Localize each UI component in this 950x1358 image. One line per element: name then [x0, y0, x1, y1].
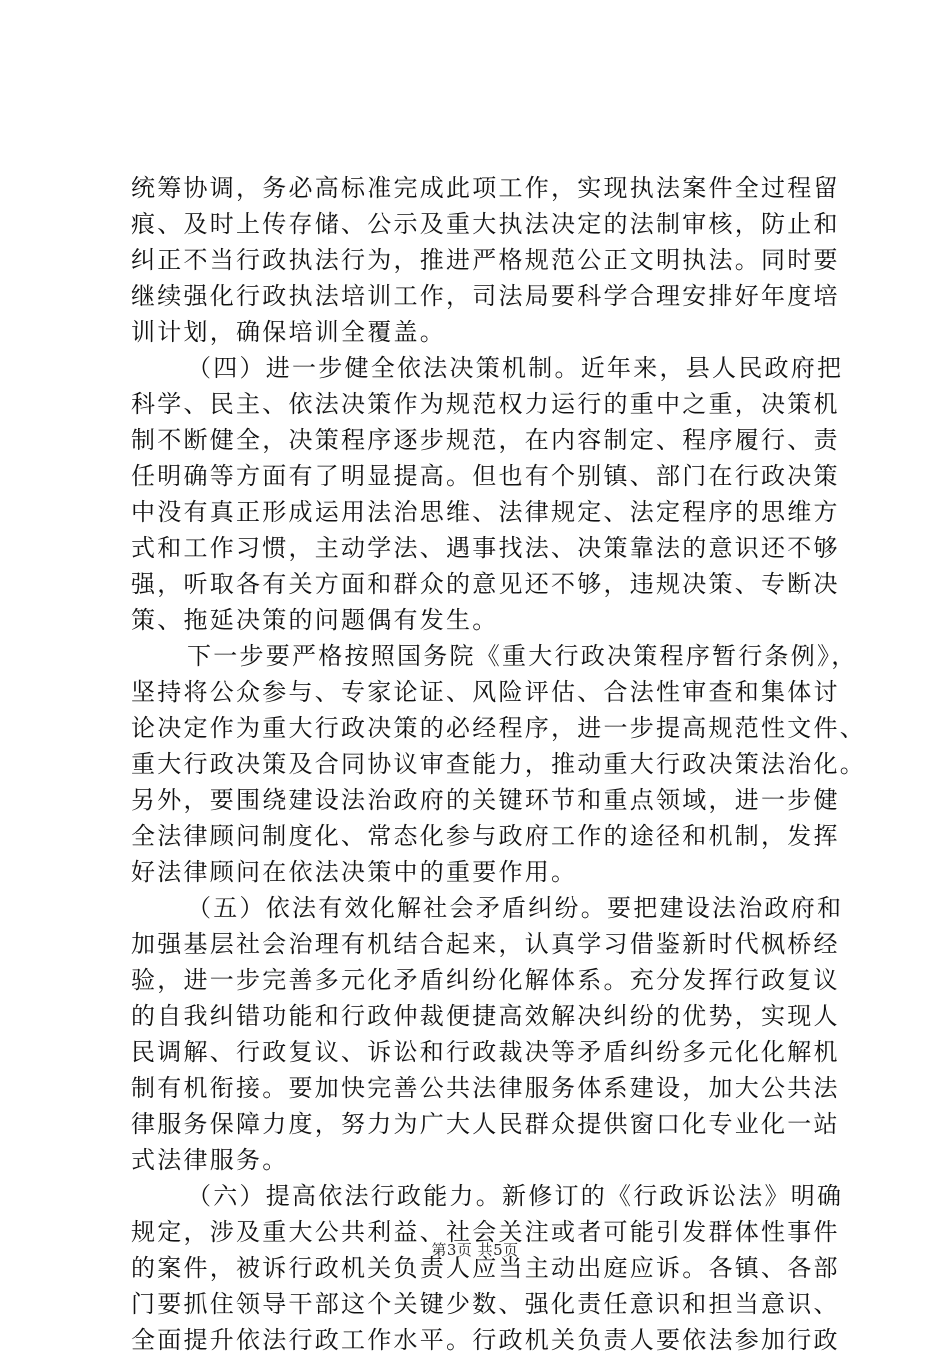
text-line: 验，进一步完善多元化矛盾纠纷化解体系。充分发挥行政复议 [131, 966, 840, 994]
paragraph-heading-5: （五）依法有效化解社会矛盾纠纷。要把建设法治政府和 [187, 894, 844, 922]
text-line: 全法律顾问制度化、常态化参与政府工作的途径和机制，发挥 [131, 822, 840, 850]
text-line: 继续强化行政执法培训工作，司法局要科学合理安排好年度培 [131, 282, 840, 310]
text-line: 统筹协调，务必高标准完成此项工作，实现执法案件全过程留 [131, 174, 840, 202]
text-line: 坚持将公众参与、专家论证、风险评估、合法性审查和集体讨 [131, 678, 840, 706]
text-line: 式和工作习惯，主动学法、遇事找法、决策靠法的意识还不够 [131, 534, 840, 562]
text-line: 的自我纠错功能和行政仲裁便捷高效解决纠纷的优势，实现人 [131, 1002, 840, 1030]
text-line: 全面提升依法行政工作水平。行政机关负责人要依法参加行政 [131, 1326, 840, 1354]
text-line: 强，听取各有关方面和群众的意见还不够，违规决策、专断决 [131, 570, 840, 598]
text-line: 纠正不当行政执法行为，推进严格规范公正文明执法。同时要 [131, 246, 840, 274]
text-line: 民调解、行政复议、诉讼和行政裁决等矛盾纠纷多元化化解机 [131, 1038, 840, 1066]
text-line: 规定，涉及重大公共利益、社会关注或者可能引发群体性事件 [131, 1218, 840, 1246]
text-line: 科学、民主、依法决策作为规范权力运行的重中之重，决策机 [131, 390, 840, 418]
text-line: 中没有真正形成运用法治思维、法律规定、法定程序的思维方 [131, 498, 840, 526]
paragraph-heading-4: （四）进一步健全依法决策机制。近年来，县人民政府把 [187, 354, 844, 382]
text-line: 的案件，被诉行政机关负责人应当主动出庭应诉。各镇、各部 [131, 1254, 840, 1282]
text-line: 论决定作为重大行政决策的必经程序，进一步提高规范性文件、 [131, 714, 866, 742]
text-line: 训计划，确保培训全覆盖。 [131, 318, 446, 346]
page-footer: 第3页 共5页 [431, 1241, 519, 1259]
text-line: 另外，要围绕建设法治政府的关键环节和重点领域，进一步健 [131, 786, 840, 814]
paragraph-heading-6: （六）提高依法行政能力。新修订的《行政诉讼法》明确 [187, 1182, 844, 1210]
text-line: 制有机衔接。要加快完善公共法律服务体系建设，加大公共法 [131, 1074, 840, 1102]
text-line: 式法律服务。 [131, 1146, 289, 1174]
text-line: 加强基层社会治理有机结合起来，认真学习借鉴新时代枫桥经 [131, 930, 840, 958]
text-line: 制不断健全，决策程序逐步规范，在内容制定、程序履行、责 [131, 426, 840, 454]
text-line: 好法律顾问在依法决策中的重要作用。 [131, 858, 578, 886]
text-line: 痕、及时上传存储、公示及重大执法决定的法制审核，防止和 [131, 210, 840, 238]
text-line: 任明确等方面有了明显提高。但也有个别镇、部门在行政决策 [131, 462, 840, 490]
text-line: 重大行政决策及合同协议审查能力，推动重大行政决策法治化。 [131, 750, 866, 778]
paragraph-start: 下一步要严格按照国务院《重大行政决策程序暂行条例》， [187, 642, 858, 670]
text-line: 律服务保障力度，努力为广大人民群众提供窗口化专业化一站 [131, 1110, 840, 1138]
text-line: 策、拖延决策的问题偶有发生。 [131, 606, 499, 634]
text-line: 门要抓住领导干部这个关键少数、强化责任意识和担当意识、 [131, 1290, 840, 1318]
